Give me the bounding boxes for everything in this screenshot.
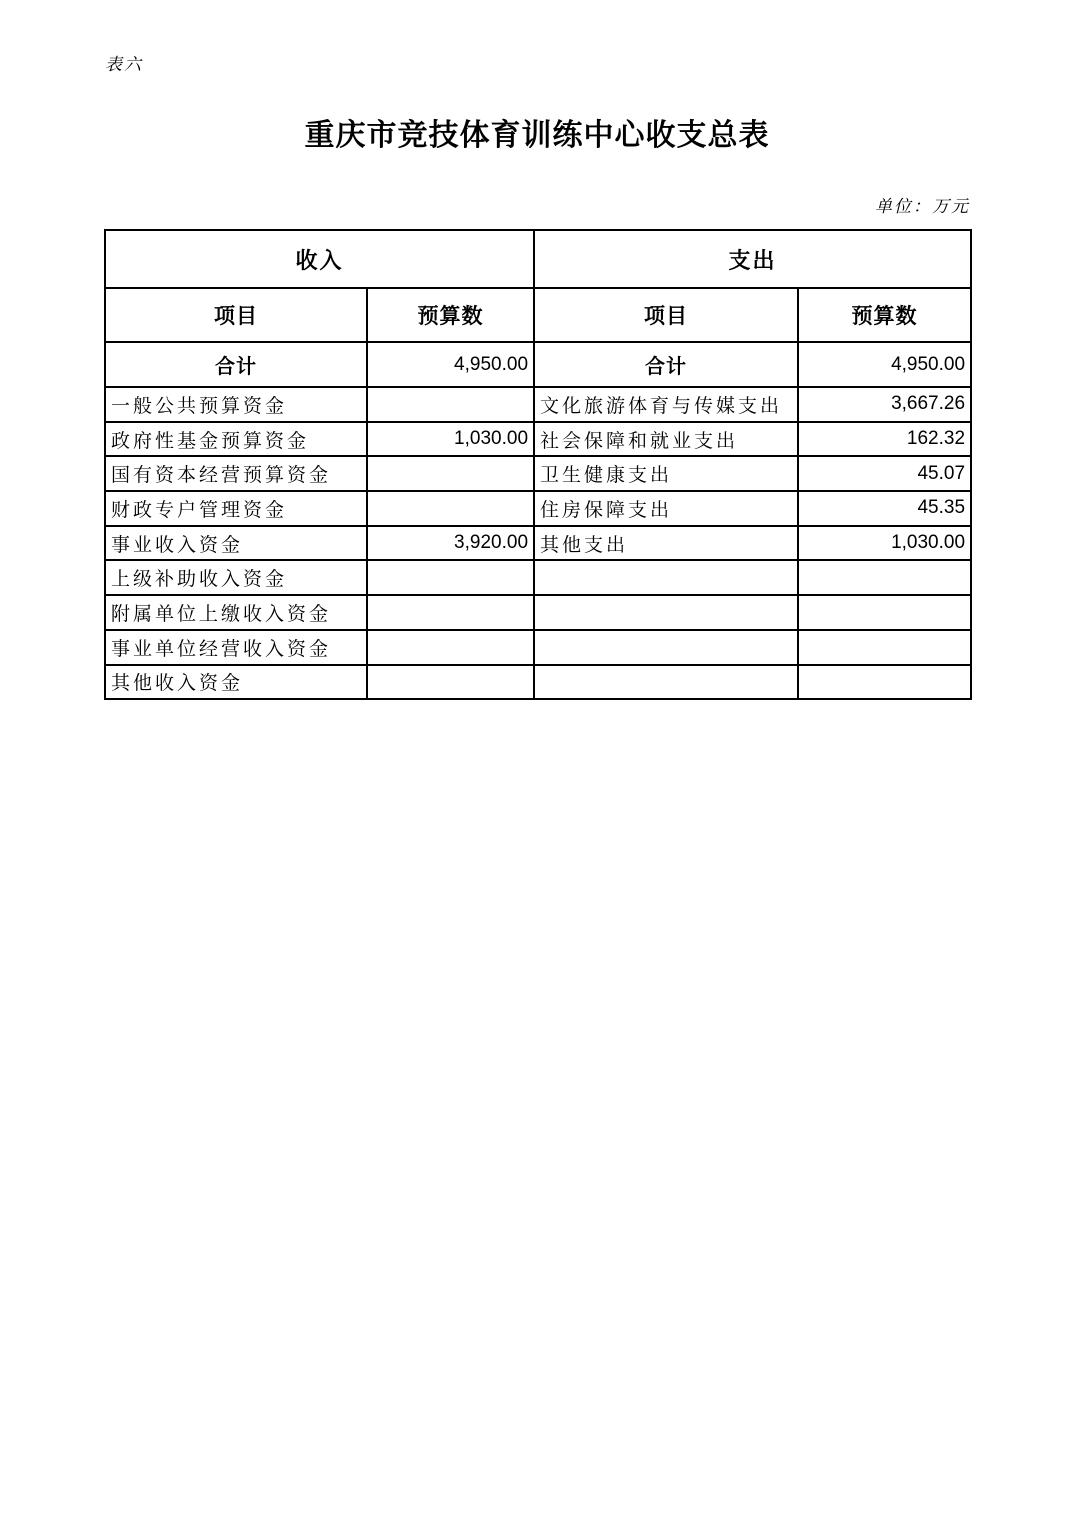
- expense-budget-cell: [798, 630, 971, 665]
- income-item-cell: 合计: [105, 342, 367, 387]
- expense-budget-cell: 1,030.00: [798, 526, 971, 561]
- expense-item-column-header: 项目: [534, 288, 798, 342]
- income-section-header: 收入: [105, 230, 534, 288]
- income-budget-column-header: 预算数: [367, 288, 534, 342]
- expense-item-cell: 社会保障和就业支出: [534, 422, 798, 457]
- table-row: [105, 630, 971, 665]
- income-budget-cell: [367, 456, 534, 491]
- table-number-label: 表六: [105, 55, 143, 74]
- expense-item-cell: [534, 595, 798, 630]
- income-item-cell: 事业收入资金: [105, 526, 367, 561]
- income-budget-cell: [367, 595, 534, 630]
- table-row: [105, 491, 971, 526]
- expense-budget-cell: [798, 665, 971, 700]
- income-item-cell: 其他收入资金: [105, 665, 367, 700]
- income-item-cell: 上级补助收入资金: [105, 560, 367, 595]
- table-row: [105, 560, 971, 595]
- unit-label: 单位：万元: [875, 197, 970, 216]
- expense-item-cell: 合计: [534, 342, 798, 387]
- table-row: [105, 456, 971, 491]
- expense-section-header: 支出: [534, 230, 971, 288]
- column-header-row: [105, 288, 971, 342]
- expense-item-cell: 住房保障支出: [534, 491, 798, 526]
- total-row: [105, 342, 971, 387]
- income-budget-cell: [367, 387, 534, 422]
- income-item-cell: 国有资本经营预算资金: [105, 456, 367, 491]
- income-budget-cell: [367, 491, 534, 526]
- expense-item-cell: 其他支出: [534, 526, 798, 561]
- income-item-cell: 附属单位上缴收入资金: [105, 595, 367, 630]
- expense-budget-column-header: 预算数: [798, 288, 971, 342]
- expense-budget-cell: 3,667.26: [798, 387, 971, 422]
- income-item-column-header: 项目: [105, 288, 367, 342]
- income-budget-cell: 1,030.00: [367, 422, 534, 457]
- expense-budget-cell: [798, 595, 971, 630]
- expense-item-cell: 文化旅游体育与传媒支出: [534, 387, 798, 422]
- income-budget-cell: 3,920.00: [367, 526, 534, 561]
- table-row: [105, 526, 971, 561]
- income-budget-cell: [367, 560, 534, 595]
- expense-item-cell: [534, 665, 798, 700]
- expense-item-cell: 卫生健康支出: [534, 456, 798, 491]
- expense-budget-cell: 4,950.00: [798, 342, 971, 387]
- income-item-cell: 一般公共预算资金: [105, 387, 367, 422]
- income-item-cell: 政府性基金预算资金: [105, 422, 367, 457]
- section-header-row: [105, 230, 971, 288]
- income-budget-cell: [367, 665, 534, 700]
- table-row: [105, 387, 971, 422]
- income-item-cell: 财政专户管理资金: [105, 491, 367, 526]
- income-item-cell: 事业单位经营收入资金: [105, 630, 367, 665]
- table-row: [105, 595, 971, 630]
- page-title: 重庆市竞技体育训练中心收支总表: [304, 119, 770, 152]
- expense-budget-cell: 162.32: [798, 422, 971, 457]
- budget-summary-table: [104, 229, 972, 700]
- table-row: [105, 422, 971, 457]
- income-budget-cell: 4,950.00: [367, 342, 534, 387]
- income-budget-cell: [367, 630, 534, 665]
- expense-item-cell: [534, 560, 798, 595]
- expense-item-cell: [534, 630, 798, 665]
- expense-budget-cell: 45.35: [798, 491, 971, 526]
- expense-budget-cell: [798, 560, 971, 595]
- expense-budget-cell: 45.07: [798, 456, 971, 491]
- table-row: [105, 665, 971, 700]
